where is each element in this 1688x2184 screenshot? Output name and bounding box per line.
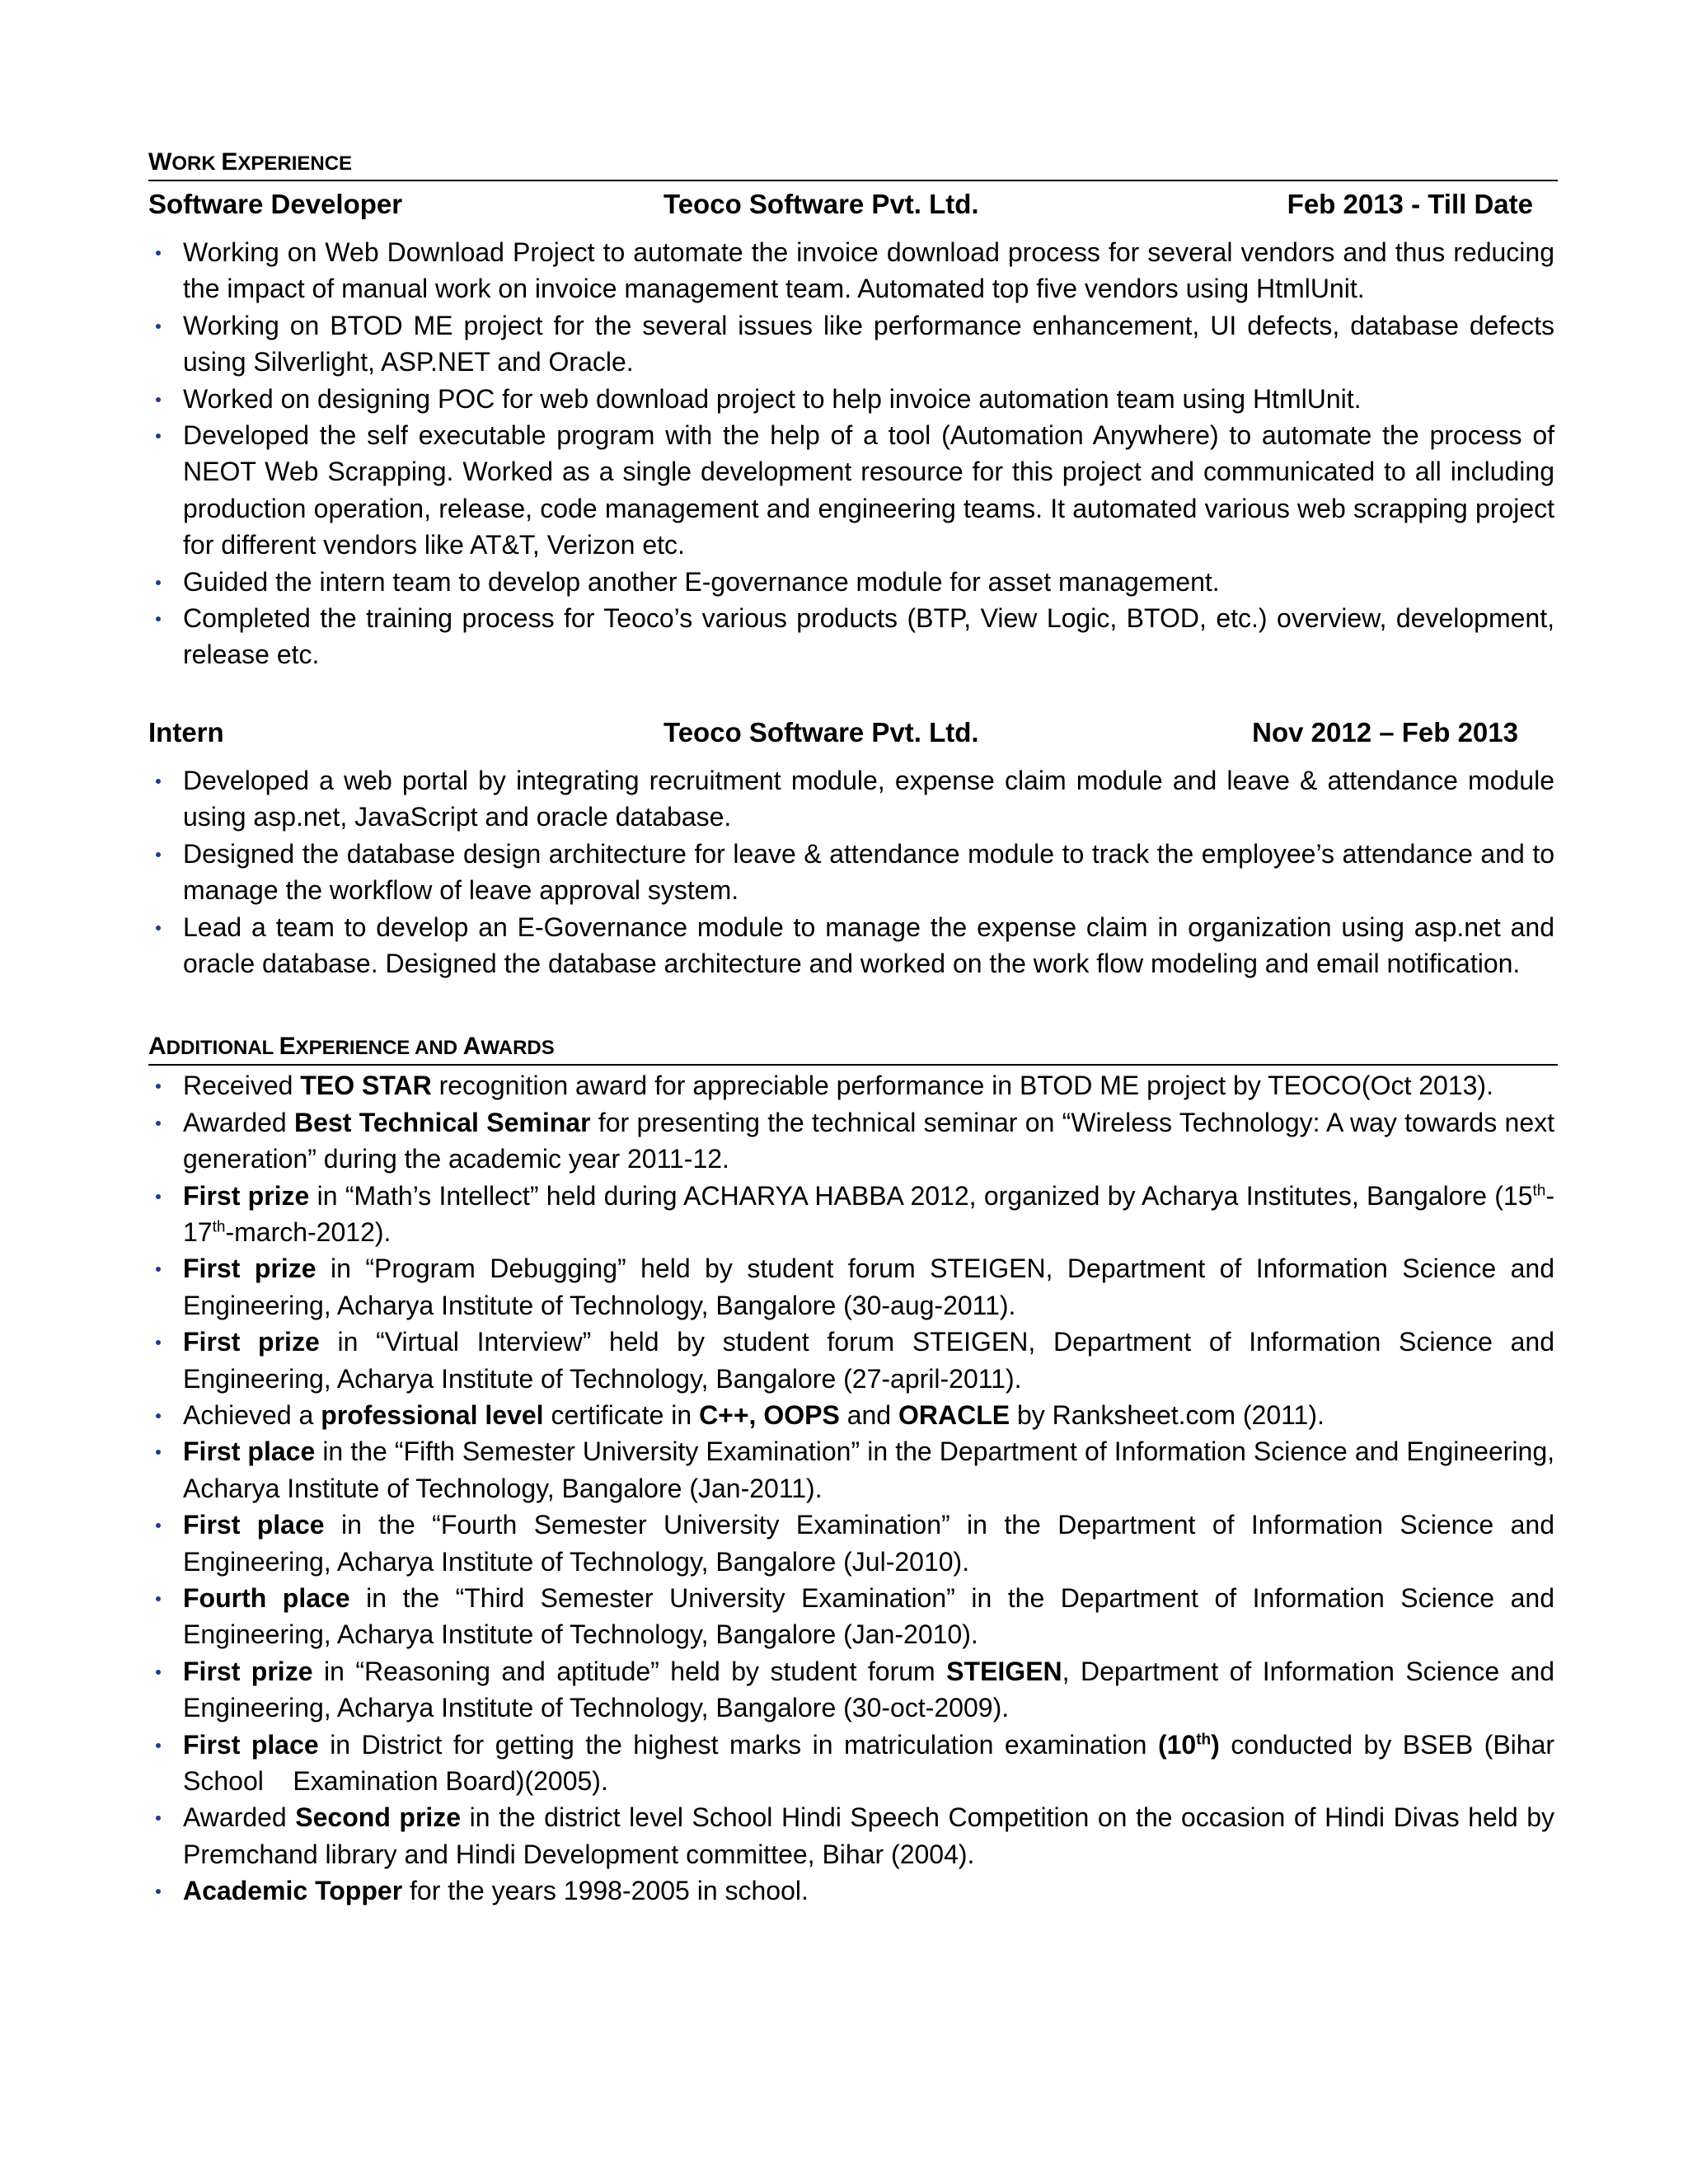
job-company: Teoco Software Pvt. Ltd.	[663, 716, 979, 748]
list-item: Developed the self executable program with the help of a tool (Automation Anywhere) to automate the process of NEOT Web Scrapping. Worked as a single development resource for this project and communicated to all including production operation, release, code management and engineering teams. It automated various web scrapping project for different vendors like AT&T, Verizon etc.	[148, 417, 1554, 564]
list-item: First prize in “Math’s Intellect” held during ACHARYA HABBA 2012, organized by Acharya Institutes, Bangalore (15th-17th-march-2012).	[148, 1178, 1554, 1251]
list-item: Guided the intern team to develop another E-governance module for asset management.	[148, 564, 1554, 600]
list-item: First prize in “Program Debugging” held by student forum STEIGEN, Department of Information Science and Engineering, Acharya Institute of Technology, Bangalore (30-aug-2011).	[148, 1250, 1554, 1324]
job-title: Intern	[148, 716, 224, 748]
list-item: First place in District for getting the highest marks in matriculation examination (10th) conducted by BSEB (Bihar School Examination Board)(2005).	[148, 1727, 1554, 1800]
resume-page	[148, 148, 1562, 1910]
list-item: First prize in “Reasoning and aptitude” held by student forum STEIGEN, Department of Information Science and Engineering, Acharya Institute of Technology, Bangalore (30-oct-2009).	[148, 1653, 1554, 1727]
list-item: Received TEO STAR recognition award for appreciable performance in BTOD ME project by TEOCO(Oct 2013).	[148, 1067, 1554, 1104]
list-item: Awarded Second prize in the district level School Hindi Speech Competition on the occasion of Hindi Divas held by Premchand library and Hindi Development committee, Bihar (2004).	[148, 1799, 1554, 1872]
list-item: Awarded Best Technical Seminar for presenting the technical seminar on “Wireless Technology: A way towards next generation” during the academic year 2011-12.	[148, 1104, 1554, 1178]
job-header-software-developer	[148, 181, 1533, 227]
awards-list	[148, 1067, 1562, 1909]
list-item: First place in the “Fourth Semester University Examination” in the Department of Information Science and Engineering, Acharya Institute of Technology, Bangalore (Jul-2010).	[148, 1507, 1554, 1580]
job-bullets-intern	[148, 762, 1558, 982]
list-item: Designed the database design architecture for leave & attendance module to track the employee’s attendance and to manage the workflow of leave approval system.	[148, 836, 1554, 909]
list-item: Fourth place in the “Third Semester University Examination” in the Department of Information Science and Engineering, Acharya Institute of Technology, Bangalore (Jan-2010).	[148, 1580, 1554, 1653]
list-item: First place in the “Fifth Semester University Examination” in the Department of Information Science and Engineering, Acharya Institute of Technology, Bangalore (Jan-2011).	[148, 1433, 1554, 1507]
list-item: Completed the training process for Teoco’s various products (BTP, View Logic, BTOD, etc.) overview, development, release etc.	[148, 600, 1554, 673]
additional-experience-heading: ADDITIONAL EXPERIENCE AND AWARDS	[148, 1033, 1558, 1066]
list-item: Developed a web portal by integrating recruitment module, expense claim module and leave & attendance module using asp.net, JavaScript and oracle database.	[148, 762, 1554, 836]
job-bullets-software-developer	[148, 234, 1558, 673]
list-item: Worked on designing POC for web download project to help invoice automation team using HtmlUnit.	[148, 381, 1554, 417]
list-item: Lead a team to develop an E-Governance module to manage the expense claim in organization using asp.net and oracle database. Designed the database architecture and worked on the work flow modeling and email notification.	[148, 909, 1554, 982]
job-header-intern	[148, 710, 1533, 756]
list-item: Working on Web Download Project to automate the invoice download process for several vendors and thus reducing the impact of manual work on invoice management team. Automated top five vendors using HtmlUnit.	[148, 234, 1554, 307]
list-item: Working on BTOD ME project for the several issues like performance enhancement, UI defects, database defects using Silverlight, ASP.NET and Oracle.	[148, 307, 1554, 381]
list-item: First prize in “Virtual Interview” held by student forum STEIGEN, Department of Information Science and Engineering, Acharya Institute of Technology, Bangalore (27-april-2011).	[148, 1324, 1554, 1397]
job-date: Feb 2013 - Till Date	[1287, 189, 1533, 219]
job-company: Teoco Software Pvt. Ltd.	[663, 189, 979, 219]
job-title: Software Developer	[148, 189, 403, 219]
work-experience-heading: WORK EXPERIENCE	[148, 148, 1558, 181]
list-item: Achieved a professional level certificate in C++, OOPS and ORACLE by Ranksheet.com (2011).	[148, 1397, 1554, 1433]
list-item: Academic Topper for the years 1998-2005 in school.	[148, 1872, 1554, 1909]
job-date: Nov 2012 – Feb 2013	[1252, 716, 1518, 748]
